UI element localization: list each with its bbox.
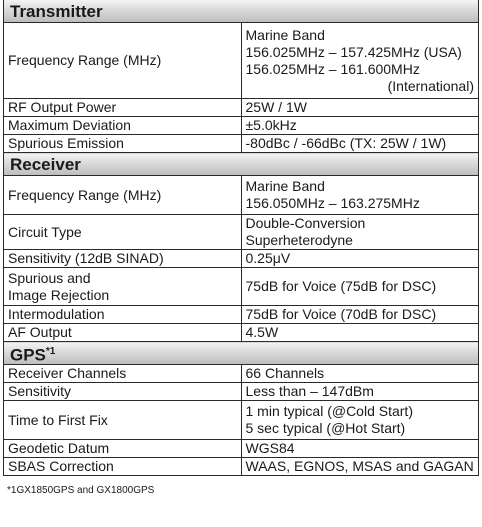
row-label: Intermodulation — [4, 306, 242, 324]
spec-table — [3, 0, 479, 476]
row-value: 4.5W — [241, 324, 479, 342]
row-value — [241, 401, 479, 440]
table-row — [4, 23, 479, 99]
section-header-receiver — [4, 153, 479, 176]
table-row — [4, 215, 479, 250]
label-line: Image Rejection — [8, 286, 110, 303]
row-label: Receiver Channels — [4, 365, 242, 383]
row-value — [241, 23, 479, 99]
section-title-transmitter: Transmitter — [4, 0, 479, 23]
table-row — [4, 306, 479, 324]
table-row — [4, 176, 479, 215]
value-line: 156.050MHz – 163.275MHz — [245, 195, 420, 211]
row-label: Time to First Fix — [4, 401, 242, 440]
value-line: Marine Band — [245, 26, 325, 43]
row-value: 75dB for Voice (75dB for DSC) — [241, 268, 479, 306]
row-label: Geodetic Datum — [4, 440, 242, 458]
value-line: 5 sec typical (@Hot Start) — [245, 420, 406, 436]
value-line: 156.025MHz – 157.425MHz (USA) — [245, 43, 462, 60]
value-line: (International) — [387, 77, 474, 94]
row-value: -80dBc / -66dBc (TX: 25W / 1W) — [241, 135, 479, 153]
footnote: *1GX1850GPS and GX1800GPS — [7, 485, 155, 496]
row-label: Spurious Emission — [4, 135, 242, 153]
footnote-marker: *1 — [45, 345, 56, 357]
table-row — [4, 383, 479, 401]
table-row — [4, 250, 479, 268]
section-title-receiver: Receiver — [4, 153, 479, 176]
section-title-gps — [4, 342, 479, 365]
value-line: Marine Band — [245, 178, 325, 194]
row-label: Circuit Type — [4, 215, 242, 250]
section-header-gps — [4, 342, 479, 365]
row-value: 0.25μV — [241, 250, 479, 268]
row-label: AF Output — [4, 324, 242, 342]
row-value — [241, 176, 479, 215]
table-row — [4, 268, 479, 306]
table-row — [4, 440, 479, 458]
row-value: ±5.0kHz — [241, 117, 479, 135]
value-line: 1 min typical (@Cold Start) — [245, 403, 413, 419]
row-label: RF Output Power — [4, 99, 242, 117]
section-title-text: GPS — [10, 345, 46, 365]
row-label — [4, 268, 242, 306]
section-header-transmitter — [4, 0, 479, 23]
table-row — [4, 324, 479, 342]
row-label: Frequency Range (MHz) — [4, 23, 242, 99]
row-value: 66 Channels — [241, 365, 479, 383]
table-row — [4, 99, 479, 117]
row-label: Sensitivity — [4, 383, 242, 401]
value-line: 156.025MHz – 161.600MHz — [245, 60, 420, 77]
row-label: Frequency Range (MHz) — [4, 176, 242, 215]
row-value: Less than – 147dBm — [241, 383, 479, 401]
row-value: WAAS, EGNOS, MSAS and GAGAN — [241, 458, 479, 476]
row-value: Double-Conversion Superheterodyne — [241, 215, 479, 250]
row-label: Maximum Deviation — [4, 117, 242, 135]
table-row — [4, 401, 479, 440]
row-value: WGS84 — [241, 440, 479, 458]
spec-sheet — [3, 0, 479, 496]
label-line: Spurious and — [8, 269, 91, 286]
table-row — [4, 117, 479, 135]
row-value: 25W / 1W — [241, 99, 479, 117]
row-value: 75dB for Voice (70dB for DSC) — [241, 306, 479, 324]
row-label: SBAS Correction — [4, 458, 242, 476]
table-row — [4, 135, 479, 153]
table-row — [4, 458, 479, 476]
row-label: Sensitivity (12dB SINAD) — [4, 250, 242, 268]
table-row — [4, 365, 479, 383]
